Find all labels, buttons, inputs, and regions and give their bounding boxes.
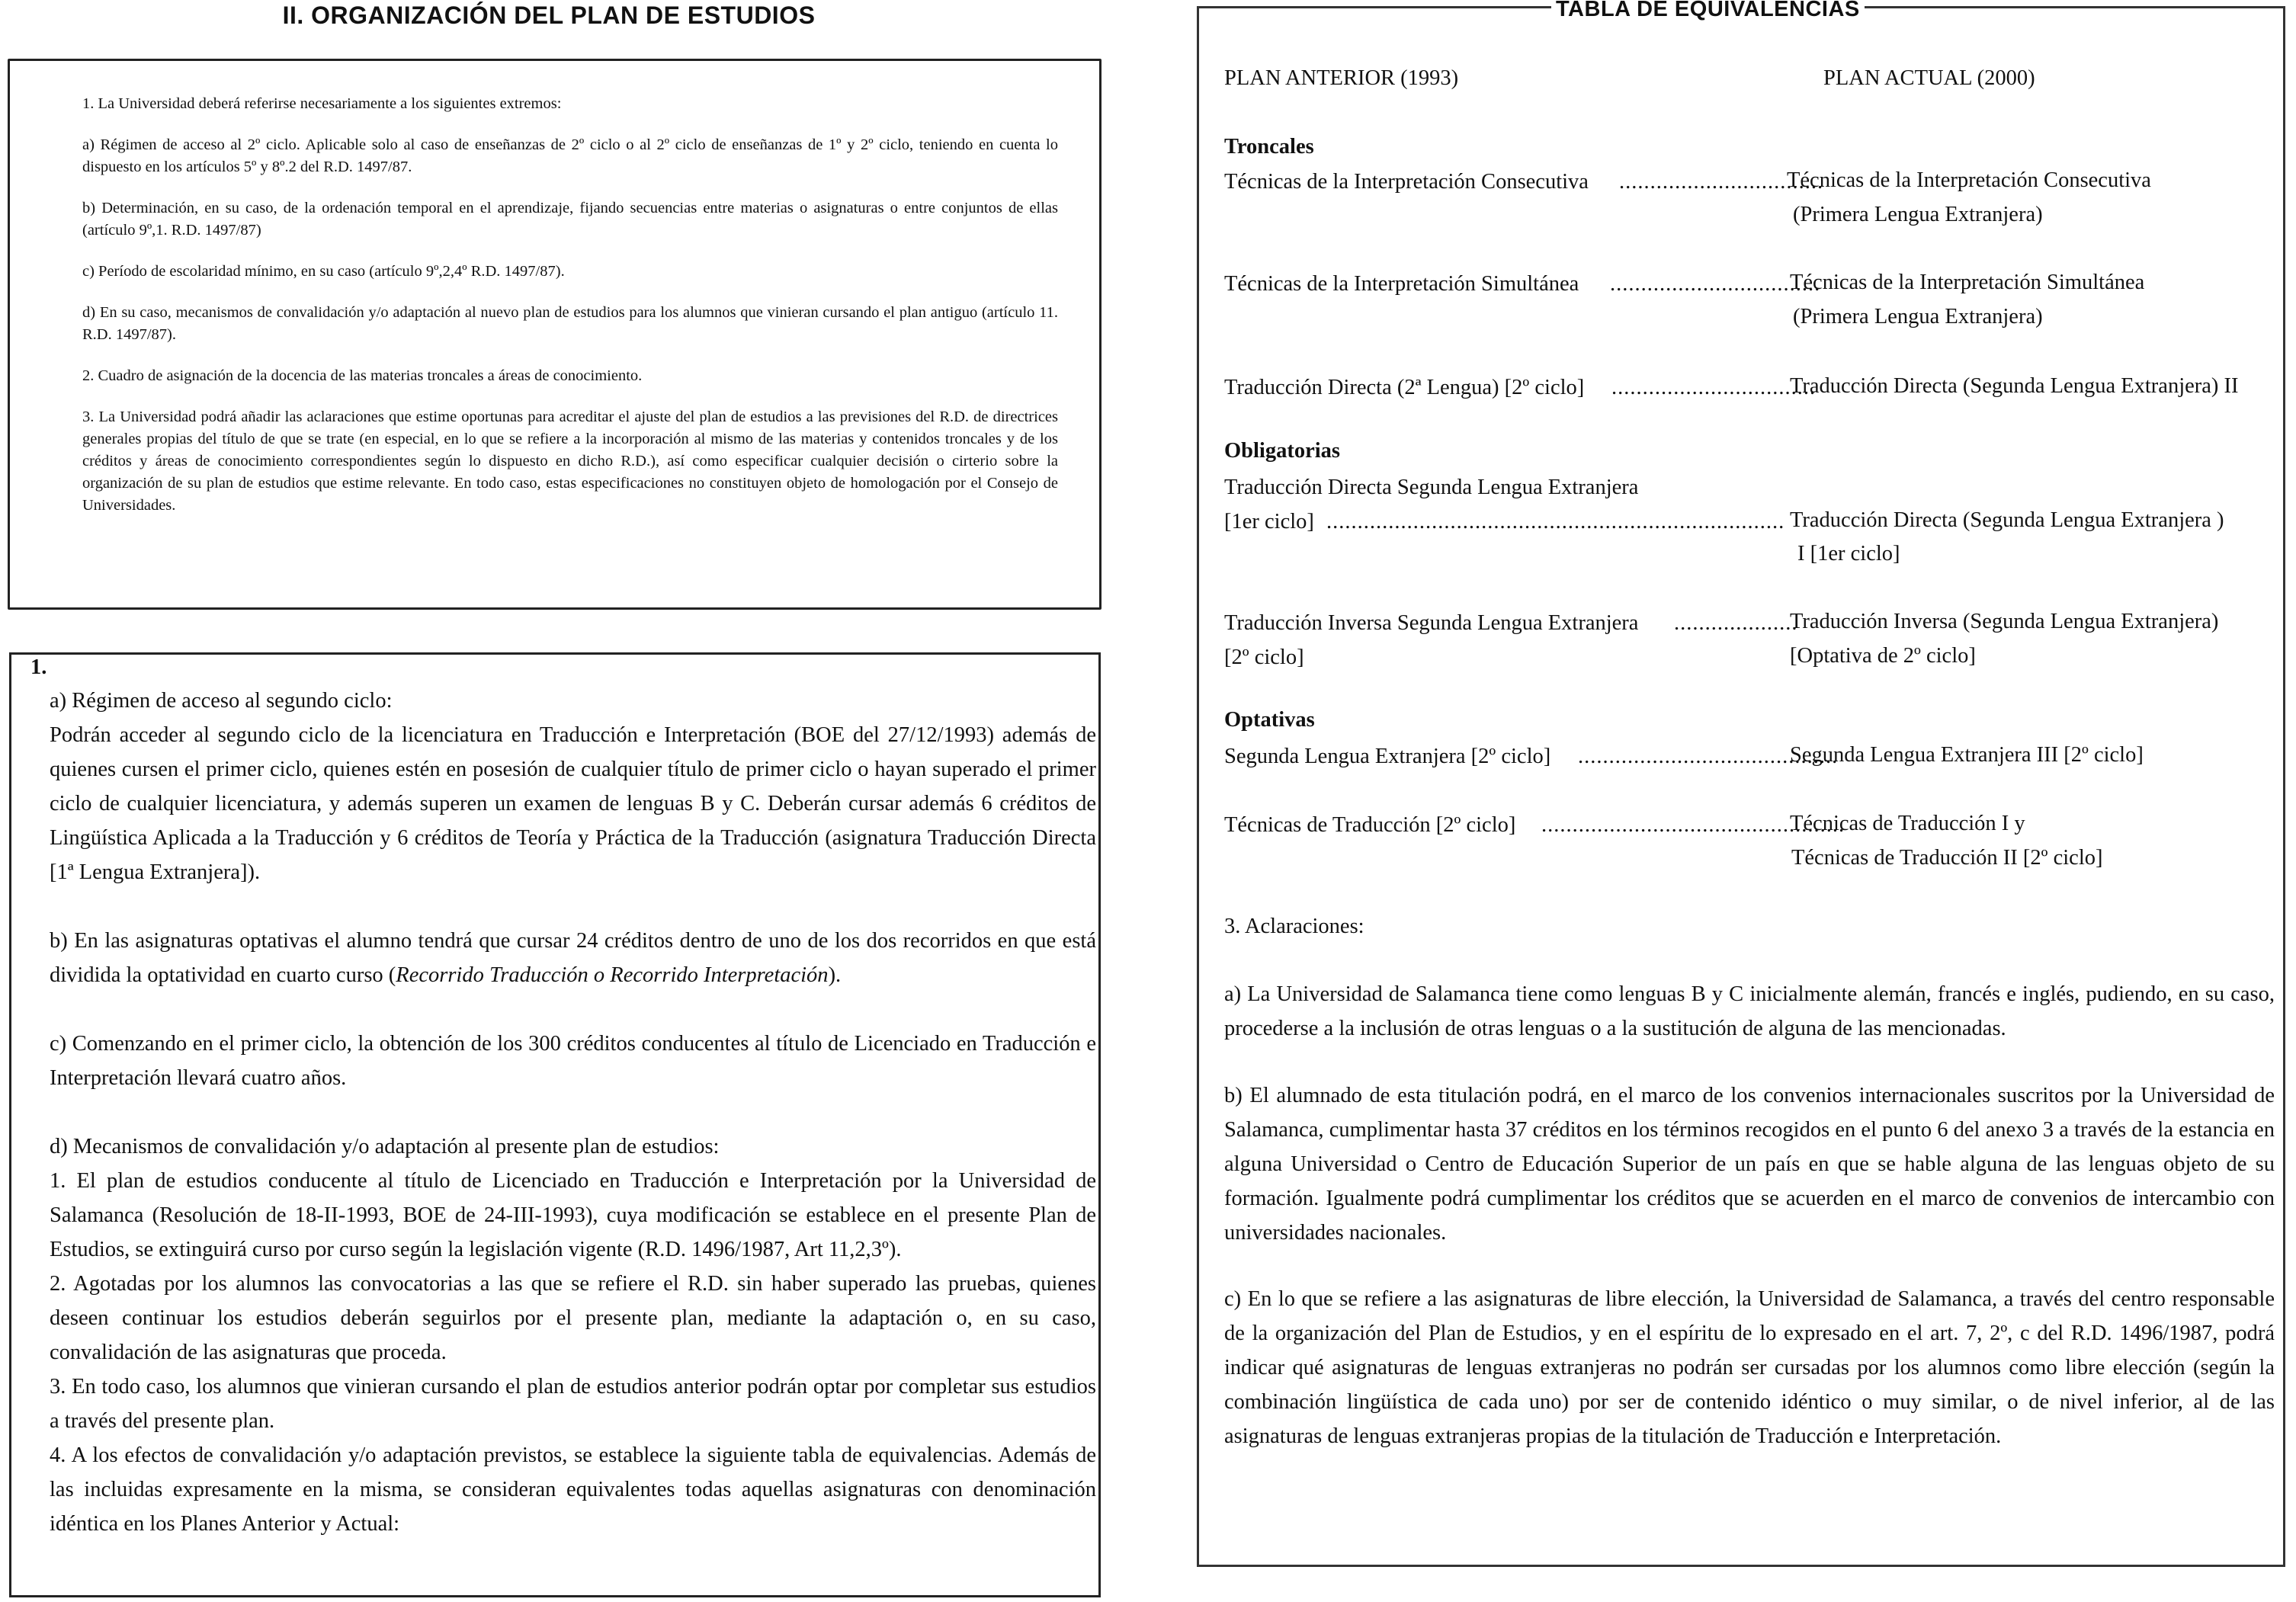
equiv-new: Traducción Inversa (Segunda Lengua Extranjera) — [1790, 610, 2219, 633]
convalidation-item: 3. En todo caso, los alumnos que vinieran cursando el plan de estudios anterior podrán optar por completar sus estudios a través del presente plan. — [50, 1375, 1096, 1433]
equiv-new: Segunda Lengua Extranjera III [2º ciclo] — [1790, 743, 2144, 767]
equiv-new: Técnicas de la Interpretación Consecutiva — [1787, 168, 2151, 192]
aclaracion-c: c) En lo que se refiere a las asignaturas de libre elección, la Universidad de Salamanca, a través del centro responsable de la organización del Plan de Estudios, y en el espíritu de lo expresado en el art. 7, 2º, c del R.D. 1496/1987, podrá indicar qué asignaturas de lenguas extranjeras no podrán ser cursadas por los alumnos como libre elección (según la combinación lingüística de cada uno) por ser de contenido idéntico o muy similar, o de nivel inferior, al de las asignaturas de lenguas extranjeras propias de la titulación de Traducción e Interpretación. — [1224, 1287, 2275, 1448]
equiv-old: Técnicas de Traducción [2º ciclo] — [1224, 813, 1516, 837]
equiv-old: Segunda Lengua Extranjera [2º ciclo] — [1224, 745, 1551, 768]
equivalences-title: TABLA DE EQUIVALENCIAS — [1551, 0, 1865, 22]
access-text: Podrán acceder al segundo ciclo de la licenciatura en Traducción e Interpretación (BOE del 27/12/1993) además de quienes cursen el primer ciclo, quienes estén en posesión de cualquier título de primer ciclo o hayan superado el primer ciclo de cualquier licenciatura, y además superen un examen de lenguas B y C. Deberán cursar además 6 créditos de Lingüística Aplicada a la Traducción y 6 créditos de Teoría y Práctica de la Traducción (asignatura Traducción Directa [1ª Lengua Extranjera]). — [50, 723, 1096, 884]
aclaracion-a: a) La Universidad de Salamanca tiene como lenguas B y C inicialmente alemán, francés e inglés, pudiendo, en su caso, procederse a la inclusión de otras lenguas o a la sustitución de alguna de las mencionadas. — [1224, 982, 2275, 1040]
section-number: 1. — [30, 655, 47, 679]
equiv-new: Traducción Directa (Segunda Lengua Extranjera ) — [1790, 508, 2224, 532]
optativas-label: Optativas — [1224, 708, 1315, 732]
obligatorias-label: Obligatorias — [1224, 439, 1341, 463]
recorrido-italic: Recorrido Traducción o Recorrido Interpretación — [396, 963, 829, 987]
instruction-item: a) Régimen de acceso al 2º ciclo. Aplicable solo al caso de enseñanzas de 2º ciclo o al 2º ciclo de enseñanzas de 1º y 2º ciclo, teniendo en cuenta lo dispuesto en los artículos 5º y 8º.2 del R.D. 1497/87. — [82, 136, 1058, 175]
page-title: II. ORGANIZACIÓN DEL PLAN DE ESTUDIOS — [282, 2, 816, 29]
equiv-new: Traducción Directa (Segunda Lengua Extranjera) II — [1790, 374, 2239, 398]
convalidation-item: 4. A los efectos de convalidación y/o adaptación previstos, se establece la siguiente tabla de equivalencias. Además de las incluidas expresamente en la misma, se consideran equivalentes todas aquellas asignaturas con denominación idéntica en los Planes Anterior y Actual: — [50, 1443, 1096, 1536]
equiv-new-cont: Técnicas de Traducción II [2º ciclo] — [1791, 846, 2103, 870]
equiv-old: Técnicas de la Interpretación Simultánea — [1224, 272, 1579, 296]
convalidation-heading: d) Mecanismos de convalidación y/o adaptación al presente plan de estudios: — [50, 1135, 720, 1158]
convalidation-item: 2. Agotadas por los alumnos las convocatorias a las que se refiere el R.D. sin haber superado las pruebas, quienes deseen continuar los estudios deberán seguirlos por el presente plan, mediante la adaptación o, en su caso, convalidación de las asignaturas que proceda. — [50, 1272, 1096, 1364]
equiv-old-cont: [2º ciclo] — [1224, 646, 1304, 669]
col-new-header: PLAN ACTUAL (2000) — [1823, 66, 2035, 90]
instructions-box — [8, 59, 1102, 610]
equiv-old: Técnicas de la Interpretación Consecutiva — [1224, 170, 1589, 194]
optativas-text: b) En las asignaturas optativas el alumno tendrá que cursar 24 créditos dentro de uno de los dos recorridos en que está dividida la optatividad en cuarto curso (Recorrido Traducción o Recorrido Interpretación). — [50, 929, 1096, 987]
instruction-item: d) En su caso, mecanismos de convalidación y/o adaptación al nuevo plan de estudios para los alumnos que vinieran cursando el plan antiguo (artículo 11. R.D. 1497/87). — [82, 304, 1058, 343]
col-old-header: PLAN ANTERIOR (1993) — [1224, 66, 1459, 90]
instruction-item: c) Período de escolaridad mínimo, en su caso (artículo 9º,2,4º R.D. 1497/87). — [82, 263, 565, 280]
equiv-new-cont: (Primera Lengua Extranjera) — [1793, 203, 2043, 226]
convalidation-item: 1. El plan de estudios conducente al título de Licenciado en Traducción e Interpretación por la Universidad de Salamanca (Resolución de 18-II-1993, BOE de 24-III-1993), cuya modificación se establece en el presente Plan de Estudios, se extinguirá curso por curso según la legislación vigente (R.D. 1496/1987, Art 11,2,3º). — [50, 1169, 1096, 1261]
instruction-item: 1. La Universidad deberá referirse necesariamente a los siguientes extremos: — [82, 95, 562, 112]
equiv-new-cont: (Primera Lengua Extranjera) — [1793, 305, 2043, 328]
instruction-item: b) Determinación, en su caso, de la ordenación temporal en el aprendizaje, fijando secuencias entre materias o asignaturas o entre conjuntos de ellas (artículo 9º,1. R.D. 1497/87) — [82, 200, 1058, 239]
equiv-old: Traducción Directa Segunda Lengua Extranjera — [1224, 476, 1639, 499]
equiv-new: Técnicas de Traducción I y — [1790, 812, 2025, 835]
equiv-old: Traducción Directa (2ª Lengua) [2º ciclo] — [1224, 376, 1585, 399]
instruction-item: 3. La Universidad podrá añadir las aclaraciones que estime oportunas para acreditar el ajuste del plan de estudios a las previsiones del R.D. de directrices generales propias del título de que se trate (en especial, en lo que se refiere a la incorporación al mismo de las materias y contenidos troncales y de los créditos y áreas de conocimiento correspondientes según lo dispuesto en dicho R.D.), así como especificar cualquier decisión o cirterio sobre la organización de su plan de estudios que estime relevante. En todo caso, estas especificaciones no constituyen objeto de homologación por el Consejo de Universidades. — [82, 409, 1058, 514]
section-1-box — [9, 652, 1101, 1597]
equiv-new-cont: [Optativa de 2º ciclo] — [1790, 644, 1976, 668]
aclaracion-b: b) El alumnado de esta titulación podrá, en el marco de los convenios internacionales suscritos por la Universidad de Salamanca, cumplimentar hasta 37 créditos en los términos recogidos en el punto 6 del anexo 3 a través de la estancia en alguna Universidad o Centro de Educación Superior de un país en que se hable alguna de las lenguas objeto de su formación. Igualmente podrá cumplimentar los créditos que se acuerden en el marco de convenios de intercambio con universidades nacionales. — [1224, 1084, 2275, 1245]
access-heading: a) Régimen de acceso al segundo ciclo: — [50, 689, 393, 713]
troncales-label: Troncales — [1224, 135, 1314, 159]
duration-text: c) Comenzando en el primer ciclo, la obtención de los 300 créditos conducentes al título de Licenciado en Traducción e Interpretación llevará cuatro años. — [50, 1032, 1096, 1090]
equiv-old: Traducción Inversa Segunda Lengua Extranjera — [1224, 611, 1639, 635]
aclaraciones-heading: 3. Aclaraciones: — [1224, 915, 1364, 938]
instruction-item: 2. Cuadro de asignación de la docencia de las materias troncales a áreas de conocimiento. — [82, 367, 643, 384]
equiv-new-cont: I [1er ciclo] — [1797, 542, 1900, 566]
equiv-old-cont: [1er ciclo] — [1224, 510, 1314, 533]
equiv-new: Técnicas de la Interpretación Simultánea — [1790, 271, 2145, 294]
